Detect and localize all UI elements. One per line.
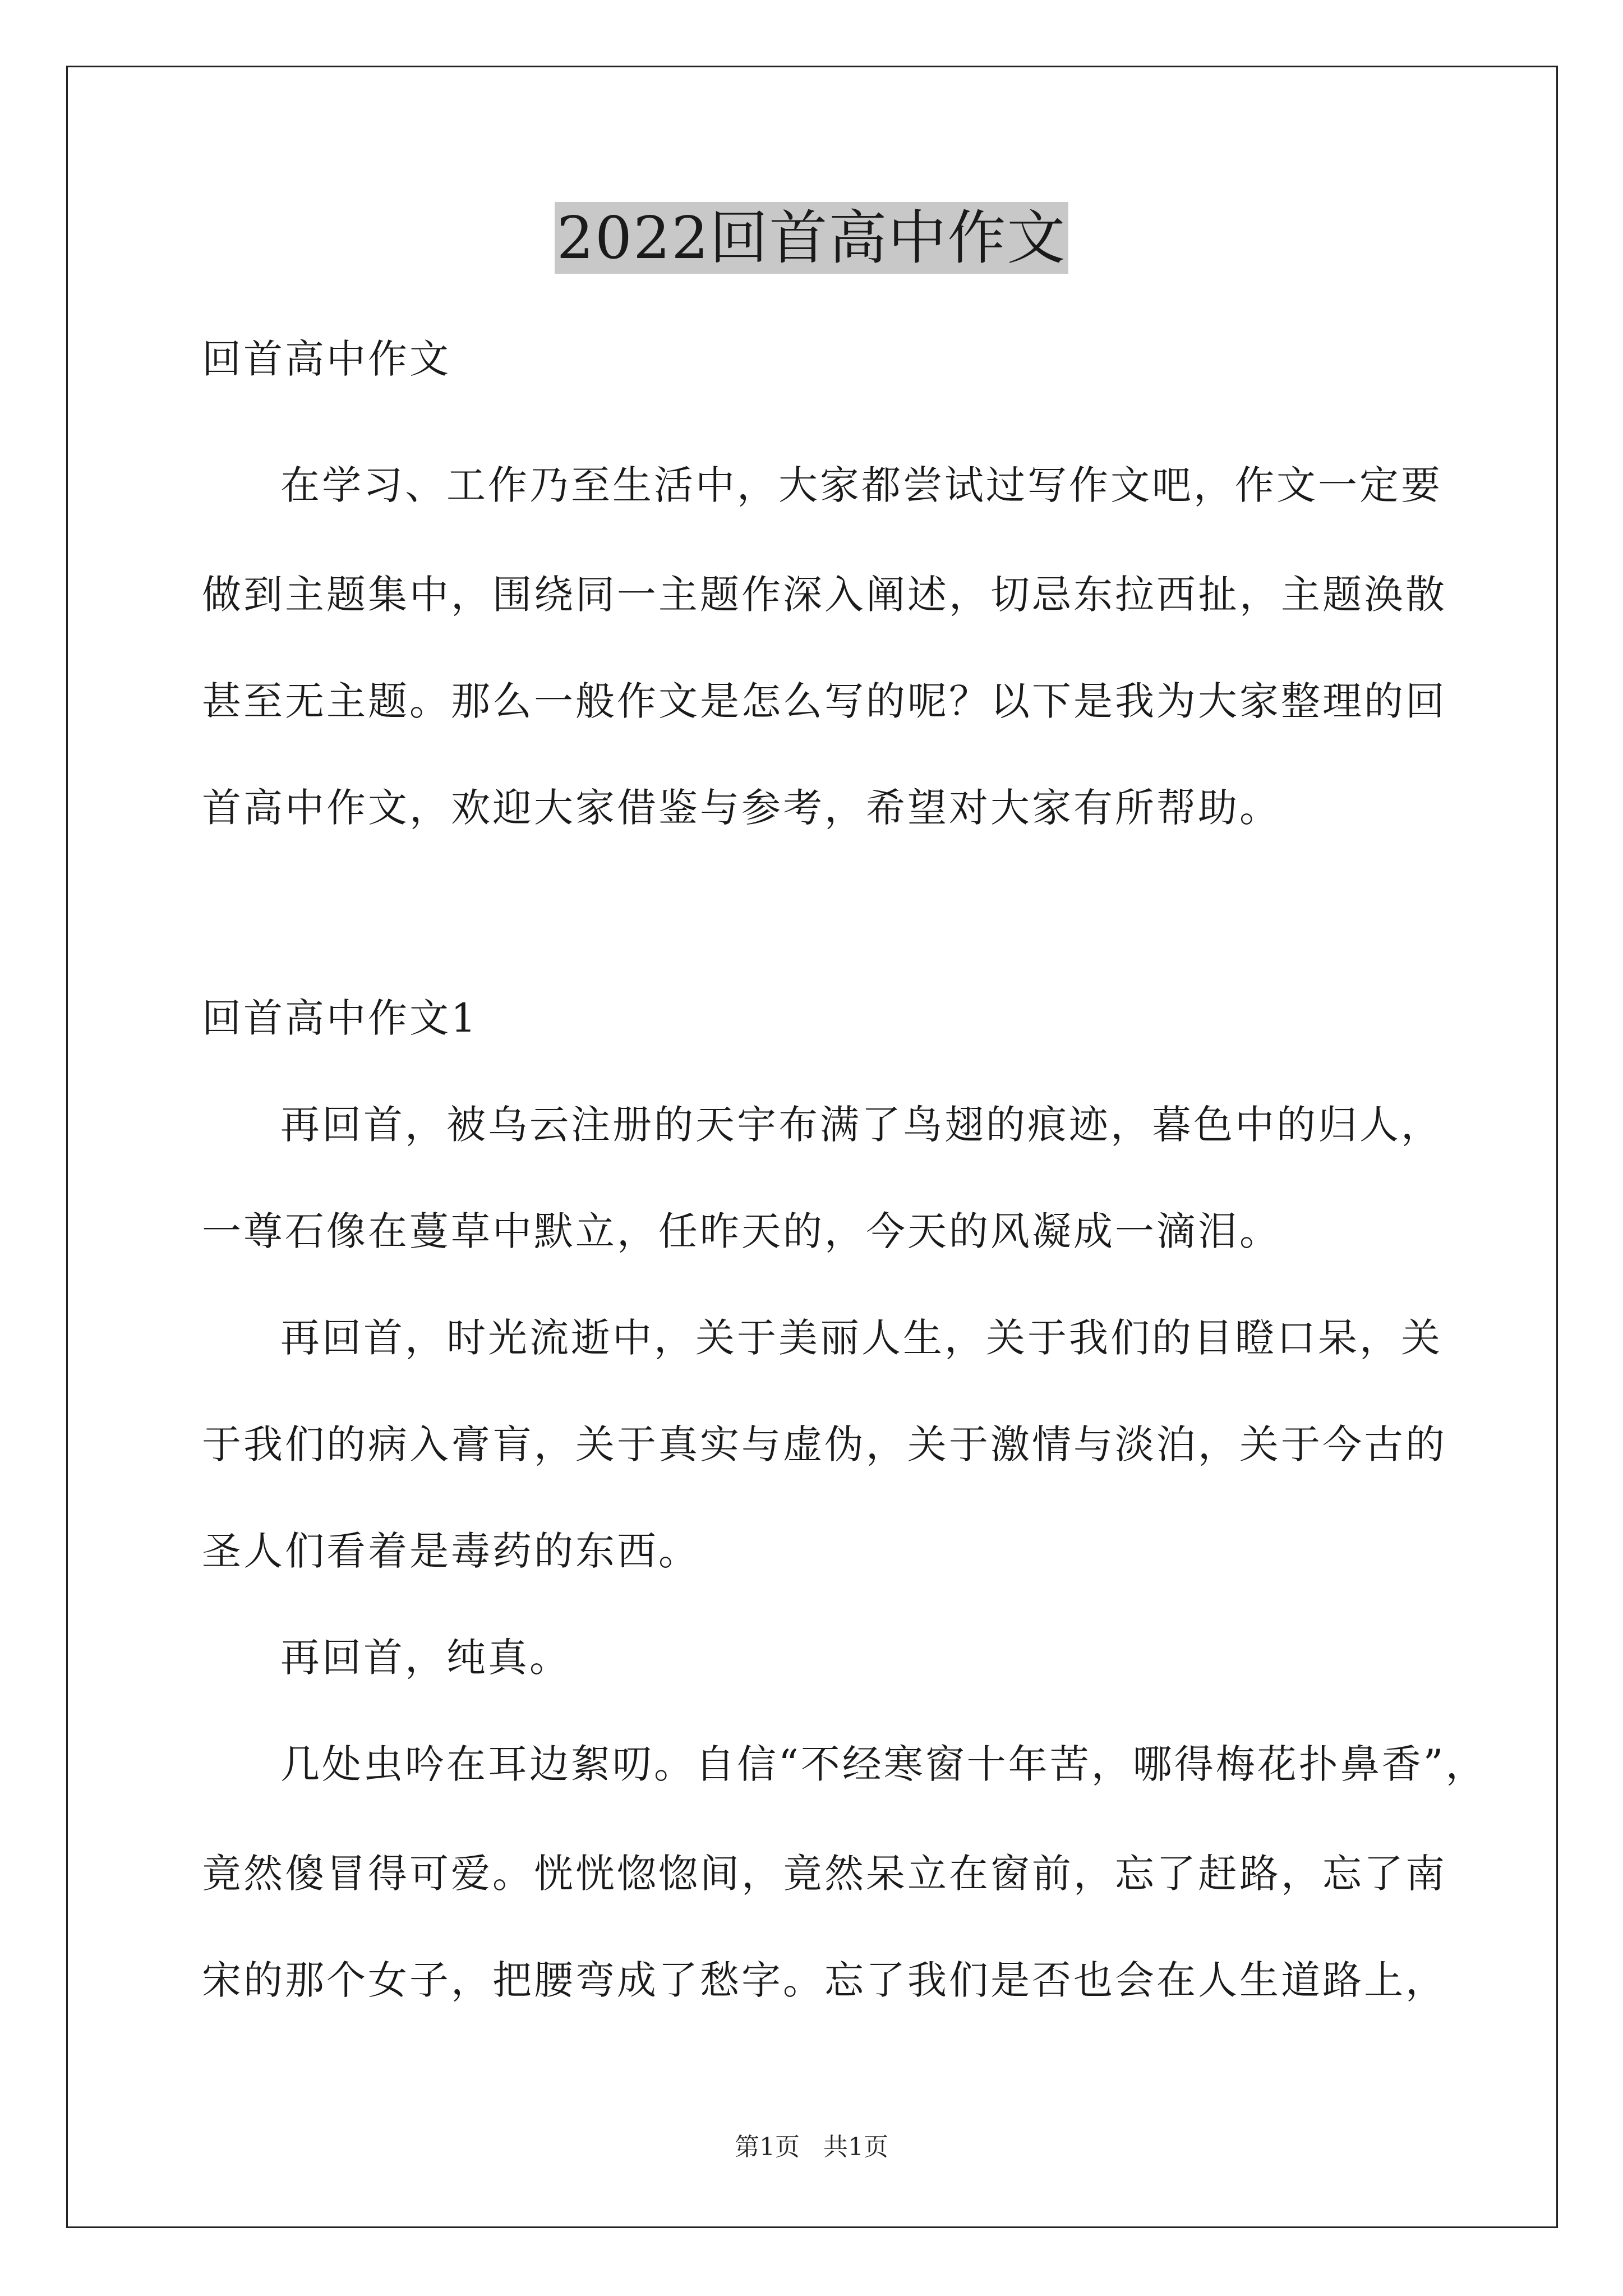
paragraph-line: 再回首，被乌云注册的天宇布满了鸟翅的痕迹，暮色中的归人， xyxy=(280,1102,1442,1148)
paragraph-line: 再回首，时光流逝中，关于美丽人生，关于我们的目瞪口呆，关 xyxy=(280,1315,1442,1361)
section-heading-intro: 回首高中作文 xyxy=(202,336,451,382)
page-footer xyxy=(0,2132,1623,2163)
paragraph-line: 甚至无主题。那么一般作文是怎么写的呢？以下是我为大家整理的回 xyxy=(202,678,1447,724)
paragraph-line: 首高中作文，欢迎大家借鉴与参考，希望对大家有所帮助。 xyxy=(202,785,1281,831)
paragraph-line: 竟然傻冒得可爱。恍恍惚惚间，竟然呆立在窗前，忘了赶路，忘了南 xyxy=(202,1851,1447,1897)
paragraph-line: 于我们的病入膏肓，关于真实与虚伪，关于激情与淡泊，关于今古的 xyxy=(202,1421,1447,1467)
paragraph-line: 在学习、工作乃至生活中，大家都尝试过写作文吧，作文一定要 xyxy=(280,462,1442,508)
paragraph-line: 宋的那个女子，把腰弯成了愁字。忘了我们是否也会在人生道路上， xyxy=(202,1957,1447,2003)
paragraph-line: 一尊石像在蔓草中默立，任昨天的，今天的风凝成一滴泪。 xyxy=(202,1208,1281,1254)
paragraph-line: 做到主题集中，围绕同一主题作深入阐述，切忌东拉西扯，主题涣散 xyxy=(202,572,1447,618)
document-title: 2022回首高中作文 xyxy=(555,202,1069,274)
paragraph-line: 圣人们看着是毒药的东西。 xyxy=(202,1528,700,1574)
page-number-total: 共1页 xyxy=(823,2133,888,2161)
paragraph-line: 几处虫吟在耳边絮叨。自信“不经寒窗十年苦，哪得梅花扑鼻香”， xyxy=(280,1741,1487,1787)
section-heading-essay-1: 回首高中作文1 xyxy=(202,995,478,1041)
page-number-current: 第1页 xyxy=(735,2133,800,2161)
title-container xyxy=(0,202,1623,274)
paragraph-line: 再回首，纯真。 xyxy=(280,1635,571,1681)
